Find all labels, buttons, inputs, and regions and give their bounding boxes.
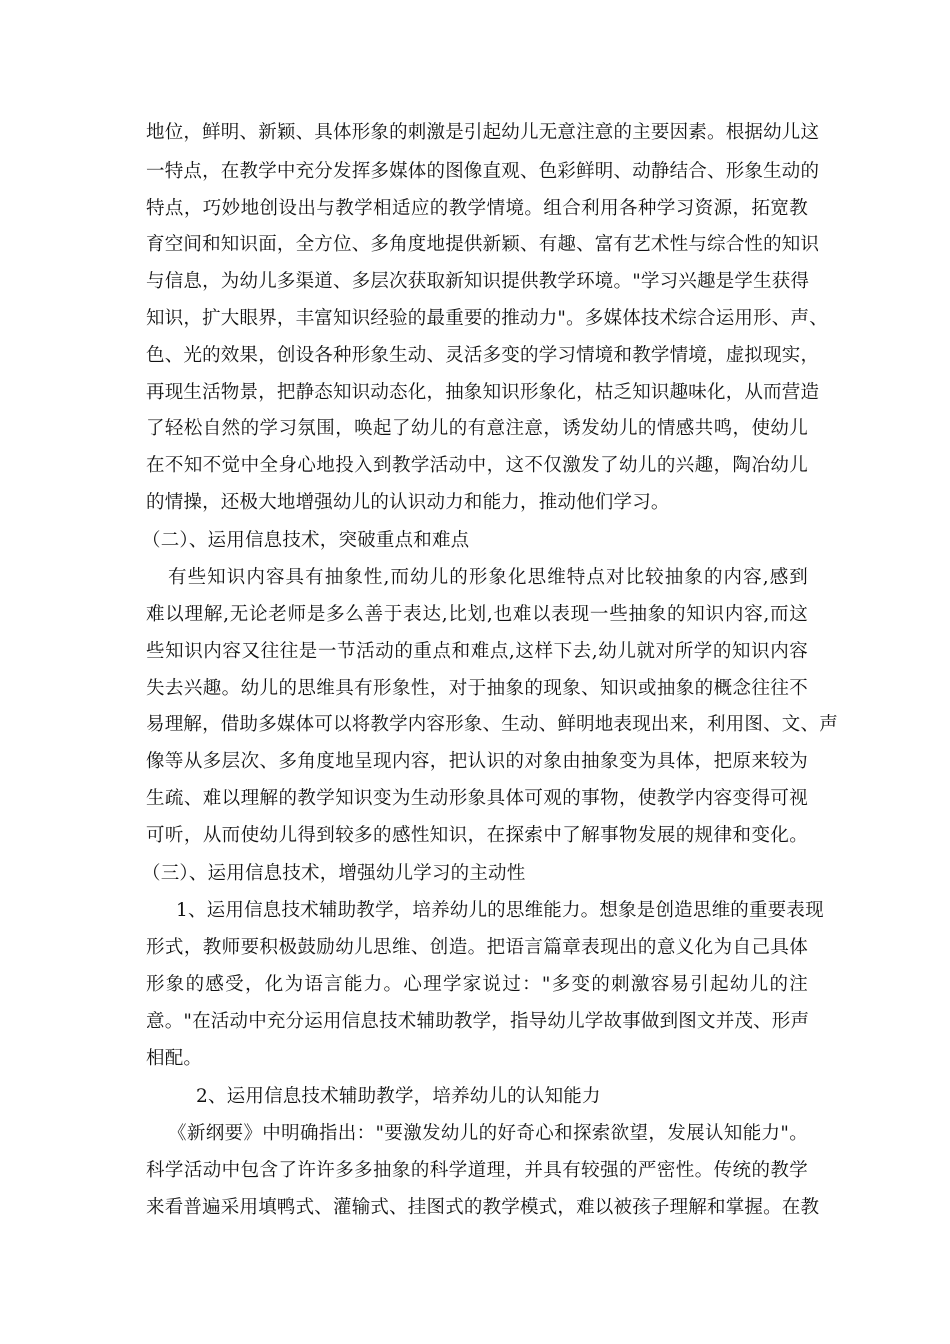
paragraph-2-line: 些知识内容又往往是一节活动的重点和难点,这样下去,幼儿就对所学的知识内容 (146, 641, 808, 662)
paragraph-2-line: 难以理解,无论老师是多么善于表达,比划,也难以表现一些抽象的知识内容,而这 (146, 604, 808, 625)
paragraph-2-line: 有些知识内容具有抽象性,而幼儿的形象化思维特点对比较抽象的内容,感到 (168, 567, 808, 588)
paragraph-1-line: 色、光的效果，创设各种形象生动、灵活多变的学习情境和教学情境，虚拟现实， (146, 345, 820, 366)
paragraph-1-line: 育空间和知识面，全方位、多角度地提供新颖、有趣、富有艺术性与综合性的知识 (146, 234, 820, 255)
paragraph-4-line: 《新纲要》中明确指出："要激发幼儿的好奇心和探索欲望，发展认知能力"。 (168, 1123, 808, 1144)
paragraph-3-line: 形式，教师要积极鼓励幼儿思维、创造。把语言篇章表现出的意义化为自己具体 (146, 937, 808, 958)
paragraph-1-line: 地位，鲜明、新颖、具体形象的刺激是引起幼儿无意注意的主要因素。根据幼儿这 (146, 122, 820, 143)
paragraph-1-line: 再现生活物景，把静态知识动态化，抽象知识形象化，枯乏知识趣味化，从而营造 (146, 382, 820, 403)
paragraph-1-line: 特点，巧妙地创设出与教学相适应的教学情境。组合利用各种学习资源，拓宽教 (146, 198, 808, 219)
section-heading-2: （二）、运用信息技术，突破重点和难点 (142, 530, 470, 551)
section-heading-3: （三）、运用信息技术，增强幼儿学习的主动性 (142, 863, 526, 884)
paragraph-1-line: 知识，扩大眼界，丰富知识经验的最重要的推动力"。多媒体技术综合运用形、声、 (146, 308, 828, 329)
subheading-2: 2、运用信息技术辅助教学，培养幼儿的认知能力 (196, 1086, 601, 1107)
paragraph-4-line: 科学活动中包含了许许多多抽象的科学道理，并具有较强的严密性。传统的教学 (146, 1160, 808, 1181)
paragraph-1-line: 与信息，为幼儿多渠道、多层次获取新知识提供教学环境。"学习兴趣是学生获得 (146, 271, 810, 292)
paragraph-3-line: 1、运用信息技术辅助教学，培养幼儿的思维能力。想象是创造思维的重要表现 (176, 900, 824, 921)
paragraph-1-line: 在不知不觉中全身心地投入到教学活动中，这不仅激发了幼儿的兴趣，陶冶幼儿 (146, 455, 808, 476)
paragraph-2-line: 易理解，借助多媒体可以将教学内容形象、生动、鲜明地表现出来，利用图、文、声 (146, 714, 838, 735)
paragraph-1-line: 一特点，在教学中充分发挥多媒体的图像直观、色彩鲜明、动静结合、形象生动的 (146, 161, 820, 182)
paragraph-4-line: 来看普遍采用填鸭式、灌输式、挂图式的教学模式，难以被孩子理解和掌握。在教 (146, 1197, 820, 1218)
paragraph-1-line: 了轻松自然的学习氛围，唤起了幼儿的有意注意，诱发幼儿的情感共鸣，使幼儿 (146, 418, 808, 439)
paragraph-2-line: 生疏、难以理解的教学知识变为生动形象具体可观的事物，使教学内容变得可视 (146, 788, 808, 809)
paragraph-3-line: 形象的感受，化为语言能力。心理学家说过："多变的刺激容易引起幼儿的注 (146, 974, 808, 995)
paragraph-3-line: 相配。 (146, 1048, 203, 1069)
paragraph-3-line: 意。"在活动中充分运用信息技术辅助教学，指导幼儿学故事做到图文并茂、形声 (146, 1011, 810, 1032)
paragraph-2-line: 失去兴趣。幼儿的思维具有形象性，对于抽象的现象、知识或抽象的概念往往不 (146, 678, 808, 699)
paragraph-1-line: 的情操，还极大地增强幼儿的认识动力和能力，推动他们学习。 (146, 492, 670, 513)
paragraph-2-line: 可听，从而使幼儿得到较多的感性知识，在探索中了解事物发展的规律和变化。 (146, 825, 808, 846)
paragraph-2-line: 像等从多层次、多角度地呈现内容，把认识的对象由抽象变为具体，把原来较为 (146, 751, 808, 772)
